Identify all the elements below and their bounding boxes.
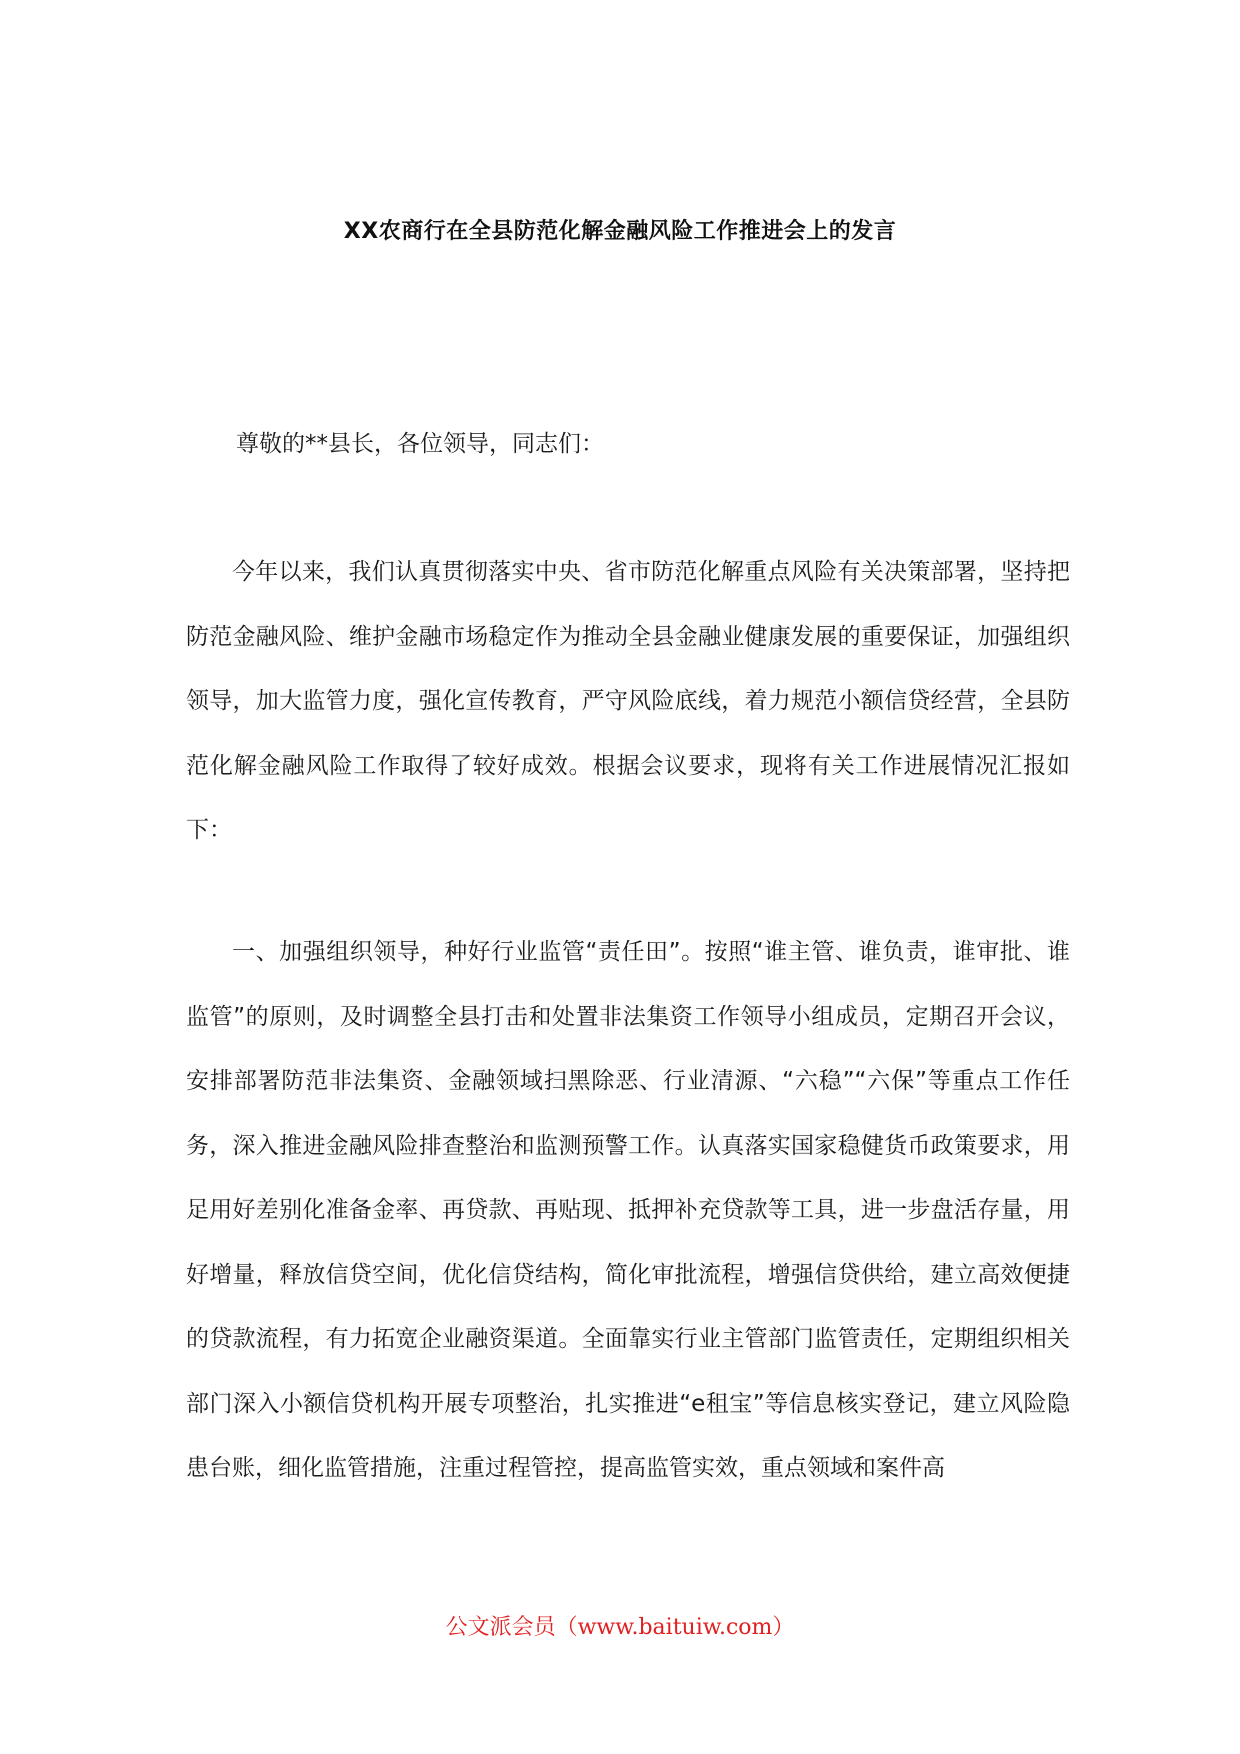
document-title: XX农商行在全县防范化解金融风险工作推进会上的发言 [343, 219, 897, 244]
footer-watermark [0, 1610, 1240, 1641]
paragraph-section-one: 一、加强组织领导，种好行业监管“责任田”。按照“谁主管、谁负责，谁审批、谁监管”的原则，及时调整全县打击和处置非法集资工作领导小组成员，定期召开会议，安排部署防范非法集资、金融领域扫黑除恶、行业清源、“六稳”“六保”等重点工作任务，深入推进金融风险排查整治和监测预警工作。认真落实国家稳健货币政策要求，用足用好差别化准备金率、再贷款、再贴现、抵押补充贷款等工具，进一步盘活存量，用好增量，释放信贷空间，优化信贷结构，简化审批流程，增强信贷供给，建立高效便捷的贷款流程，有力拓宽企业融资渠道。全面靠实行业主管部门监管责任，定期组织相关部门深入小额信贷机构开展专项整治，扎实推进“e租宝”等信息核实登记，建立风险隐患台账，细化监管措施，注重过程管控，提高监管实效，重点领域和案件高 [186, 939, 1070, 1481]
footer-url: www.baituiw.com [577, 1615, 773, 1640]
footer-close: ） [772, 1615, 795, 1640]
salutation: 尊敬的**县长，各位领导，同志们： [236, 431, 604, 457]
paragraph-intro: 今年以来，我们认真贯彻落实中央、省市防范化解重点风险有关决策部署，坚持把防范金融风险、维护金融市场稳定作为推动全县金融业健康发展的重要保证，加强组织领导，加大监管力度，强化宣传教育，严守风险底线，着力规范小额信贷经营，全县防范化解金融风险工作取得了较好成效。根据会议要求，现将有关工作进展情况汇报如下： [186, 559, 1070, 843]
footer-label: 公文派会员（ [445, 1615, 578, 1640]
